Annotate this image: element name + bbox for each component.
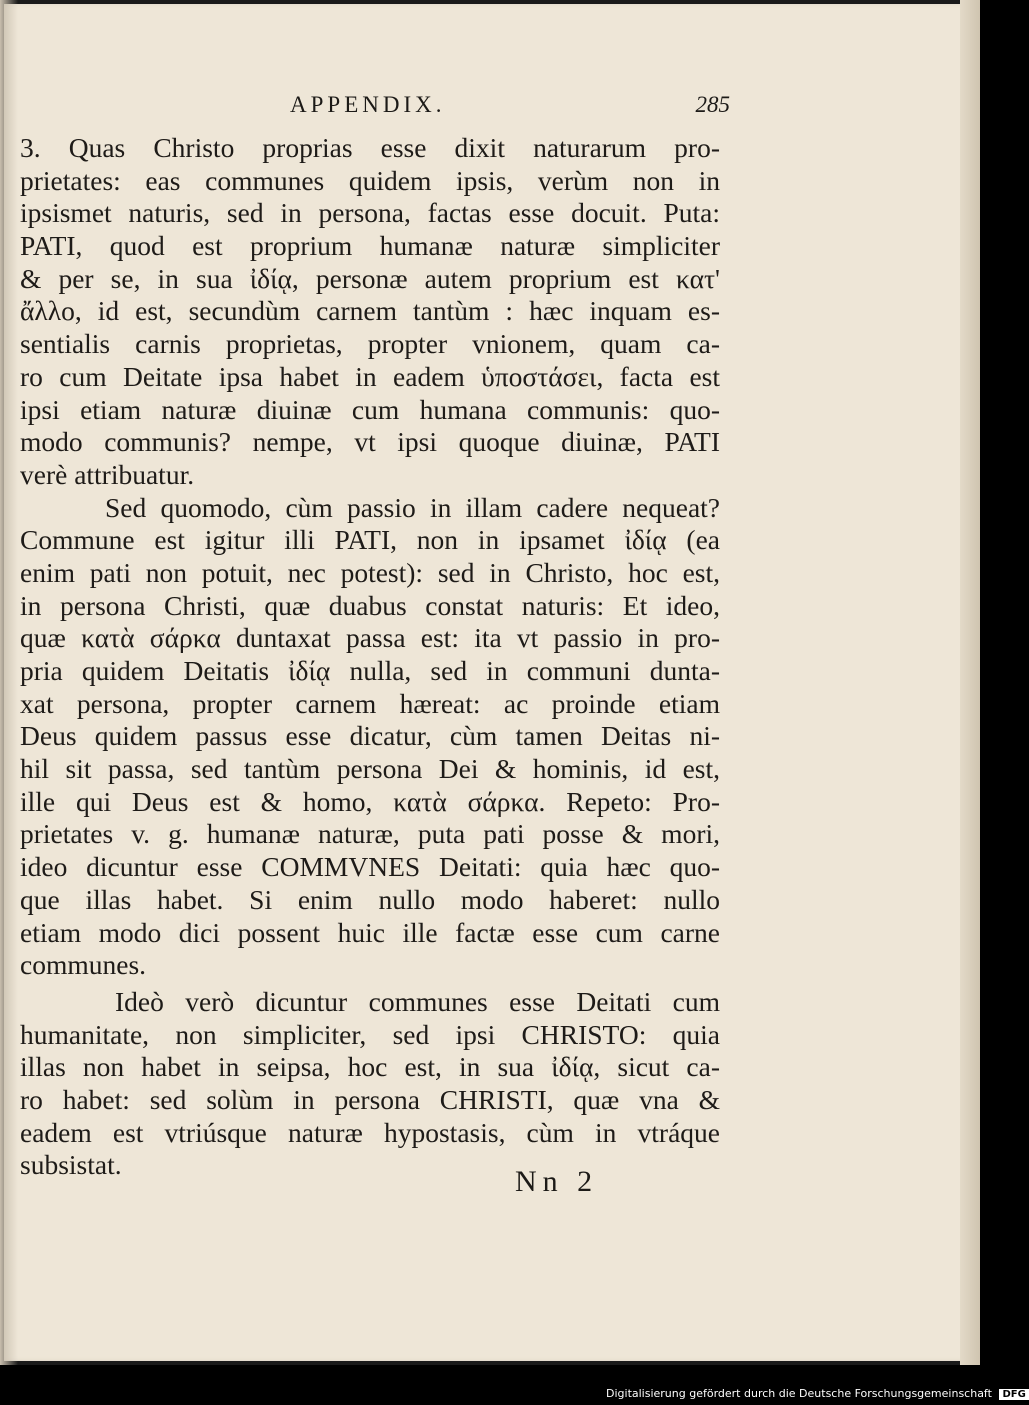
text-line: PATI, quod est proprium humanæ naturæ simpliciter — [20, 230, 720, 262]
text-line: que illas habet. Si enim nullo modo haberet: nullo — [20, 883, 720, 915]
text-line: illas non habet in seipsa, hoc est, in sua ἰδίᾳ, sicut ca- — [20, 1051, 720, 1083]
text-line: Deus quidem passus esse dicatur, cùm tamen Deitas ni- — [20, 720, 720, 752]
text-line: subsistat. — [20, 1149, 122, 1181]
body-text — [20, 132, 720, 1182]
text-line: humanitate, non simpliciter, sed ipsi CHRISTO: quia — [20, 1018, 720, 1050]
text-line: Sed quomodo, cùm passio in illam cadere nequeat? — [105, 491, 720, 523]
text-line: & per se, in sua ἰδίᾳ, personæ autem proprium est κατ' — [20, 262, 720, 294]
credit-text: Digitalisierung gefördert durch die Deutsche Forschungsgemeinschaft — [606, 1387, 992, 1400]
digitization-credit — [606, 1387, 1029, 1400]
text-line: Commune est igitur illi PATI, non in ipsamet ἰδίᾳ (ea — [20, 524, 720, 556]
text-line: ipsismet naturis, sed in persona, factas esse docuit. Puta: — [20, 197, 720, 229]
text-line: verè attribuatur. — [20, 458, 195, 490]
text-line: ipsi etiam naturæ diuinæ cum humana communis: quo- — [20, 393, 720, 425]
text-line: ideo dicuntur esse COMMVNES Deitati: quia hæc quo- — [20, 851, 720, 883]
text-line: Ideò verò dicuntur communes esse Deitati cum — [115, 985, 720, 1017]
text-line: communes. — [20, 949, 147, 981]
text-line: ἄλλο, id est, secundùm carnem tantùm : hæc inquam es- — [20, 295, 720, 327]
text-line: ro cum Deitate ipsa habet in eadem ὑποστάσει, facta est — [20, 360, 720, 392]
text-line: hil sit passa, sed tantùm persona Dei & hominis, id est, — [20, 753, 720, 785]
text-line: in persona Christi, quæ duabus constat naturis: Et ideo, — [20, 589, 720, 621]
text-line: etiam modo dici possent huic ille factæ esse cum carne — [20, 916, 720, 948]
page-number: 285 — [695, 92, 730, 117]
running-head — [40, 92, 730, 122]
text-line: pria quidem Deitatis ἰδίᾳ nulla, sed in communi dunta- — [20, 655, 720, 686]
dfg-logo: DFG — [999, 1389, 1028, 1400]
text-line: ille qui Deus est & homo, κατὰ σάρκα. Repeto: Pro- — [20, 785, 720, 817]
text-line: xat persona, propter carnem hæreat: ac proinde etiam — [20, 687, 720, 719]
running-title: APPENDIX. — [290, 92, 446, 117]
page-edge — [960, 0, 980, 1365]
text-line: prietates: eas communes quidem ipsis, verùm non in — [20, 164, 720, 196]
text-line: sentialis carnis proprietas, propter vnionem, quam ca- — [20, 328, 720, 360]
text-line: ro habet: sed solùm in persona CHRISTI, quæ vna & — [20, 1083, 720, 1115]
text-line: 3. Quas Christo proprias esse dixit naturarum pro- — [20, 132, 720, 163]
text-line: eadem est vtriúsque naturæ hypostasis, cùm in vtráque — [20, 1116, 720, 1148]
text-line: modo communis? nempe, vt ipsi quoque diuinæ, PATI — [20, 426, 720, 458]
text-line: quæ κατὰ σάρκα duntaxat passa est: ita vt passio in pro- — [20, 622, 720, 654]
text-line: enim pati non potuit, nec potest): sed in Christo, hoc est, — [20, 556, 720, 588]
text-line: prietates v. g. humanæ naturæ, puta pati posse & mori, — [20, 818, 720, 850]
signature-mark: Nn 2 — [515, 1165, 599, 1198]
